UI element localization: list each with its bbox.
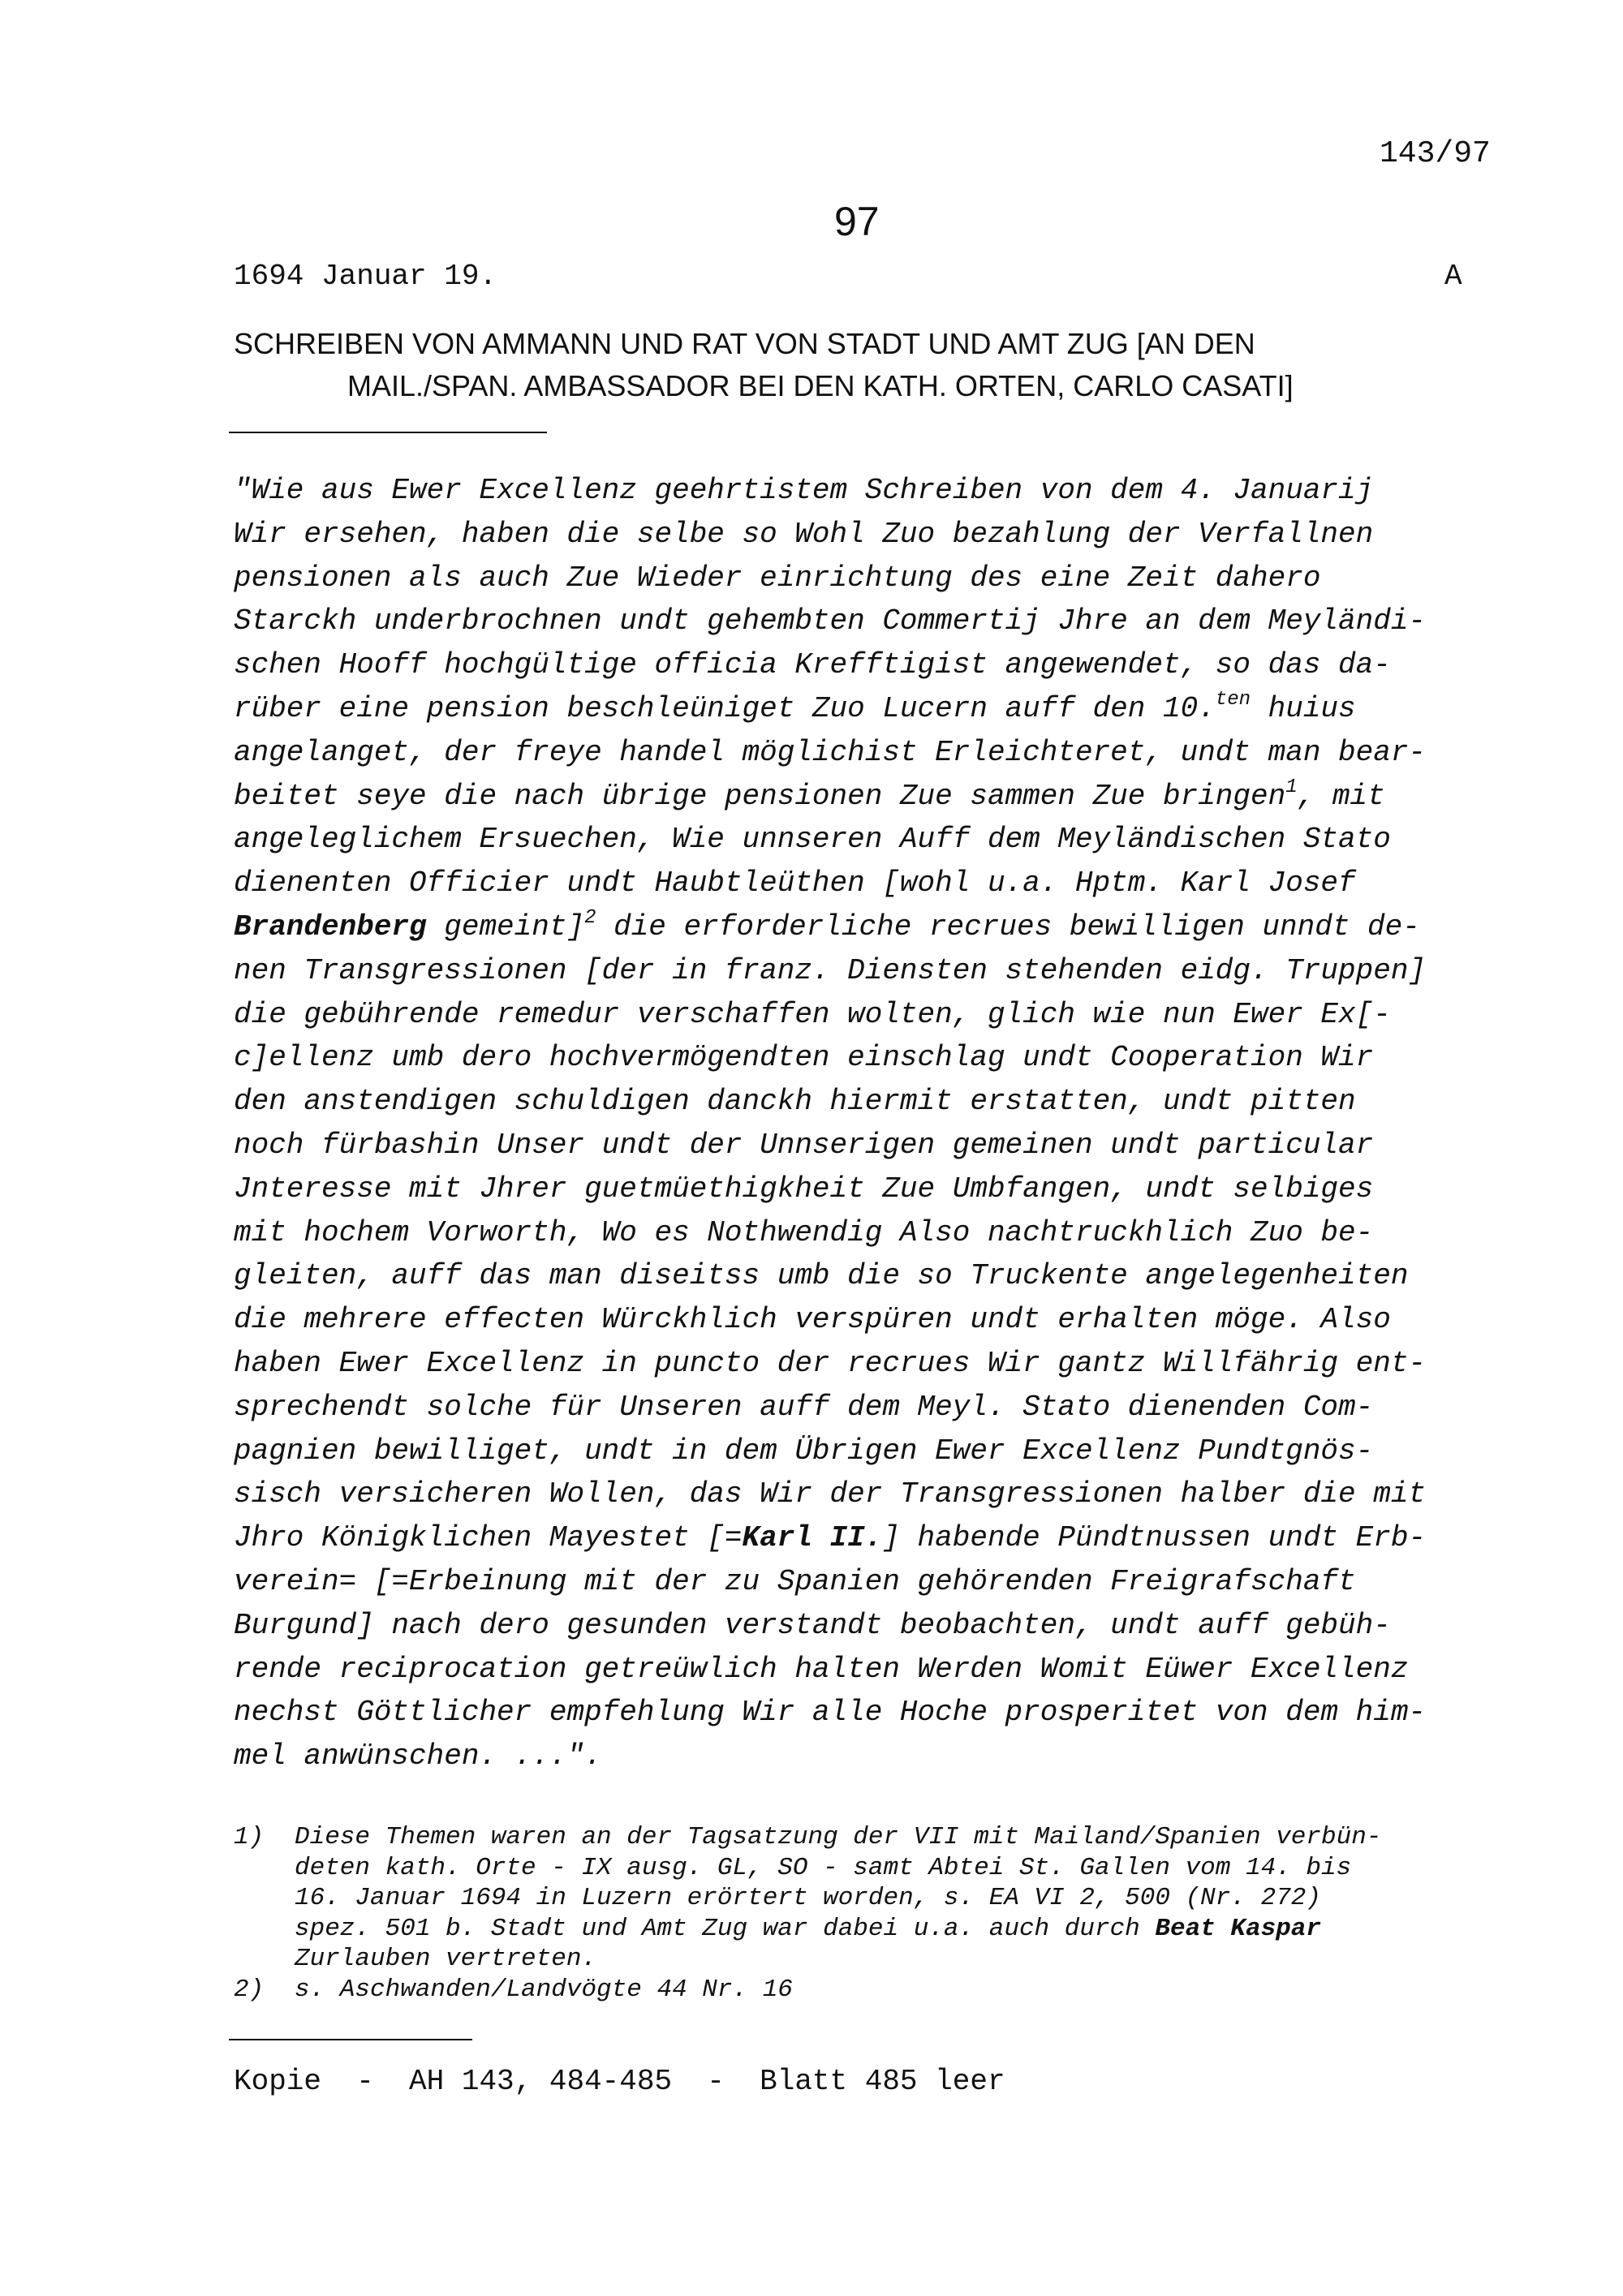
body-line: Wir ersehen, haben die selbe so Wohl Zuo bezahlung der Verfallnen <box>234 517 1374 551</box>
body-text-segment: huius <box>1251 691 1356 725</box>
body-line: schen Hooff hochgültige officia Krefftigist angewendet, so das da- <box>234 648 1391 682</box>
footnote-marker-2[interactable]: 2 <box>584 906 596 929</box>
archive-reference: 143/97 <box>1380 136 1491 171</box>
body-line: pagnien bewilliget, undt in dem Übrigen Ewer Excellenz Pundtgnös- <box>234 1434 1374 1468</box>
footnote-line <box>295 1914 1500 1945</box>
footnote-number: 2) <box>234 1975 265 2004</box>
body-line <box>234 687 1483 731</box>
footnote-marker-1[interactable]: 1 <box>1285 776 1298 798</box>
body-line: dienenten Officier undt Haubtleüthen [wohl u.a. Hptm. Karl Josef <box>234 866 1356 901</box>
body-line: rende reciprocation getreüwlich halten Werden Womit Eüwer Excellenz <box>234 1652 1409 1686</box>
footnote-line: deten kath. Orte - IX ausg. GL, SO - samt Abtei St. Gallen vom 14. bis <box>295 1853 1352 1882</box>
body-text-segment: , mit <box>1297 779 1385 813</box>
body-text-segment: die erforderliche recrues bewilligen unndt de- <box>596 909 1420 944</box>
body-line: nechst Göttlicher empfehlung Wir alle Hoche prosperitet von dem him- <box>234 1696 1427 1730</box>
document-date: 1694 Januar 19. <box>234 260 497 293</box>
footnote-1 <box>234 1822 1500 1975</box>
body-line: Starckh underbrochnen undt gehembten Commertij Jhre an dem Meyländi- <box>234 604 1427 638</box>
body-text-segment: beitet seye die nach übrige pensionen Zue sammen Zue bringen <box>234 779 1286 813</box>
body-line: Jnteresse mit Jhrer guetmüethigkheit Zue Umbfangen, undt selbiges <box>234 1172 1374 1206</box>
body-line: angeleglichem Ersuechen, Wie unnseren Auff dem Meyländischen Stato <box>234 823 1391 857</box>
body-line: angelanget, der freye handel möglichist Erleichteret, undt man bear- <box>234 735 1427 769</box>
body-line: verein= [=Erbeinung mit der zu Spanien gehörenden Freigrafschaft <box>234 1564 1356 1598</box>
title-divider <box>229 432 547 433</box>
document-number: 97 <box>834 199 880 244</box>
superscript: ten <box>1215 688 1251 711</box>
footnote-line: s. Aschwanden/Landvögte 44 Nr. 16 <box>295 1975 793 2004</box>
body-line: c]ellenz umb dero hochvermögendten einschlag undt Cooperation Wir <box>234 1041 1374 1075</box>
body-line: Burgund] nach dero gesunden verstandt beobachten, undt auff gebüh- <box>234 1608 1391 1642</box>
body-line: sisch versicheren Wollen, das Wir der Transgressionen halber die mit <box>234 1477 1427 1511</box>
body-text-segment: ] habende Pündtnussen undt Erb- <box>882 1521 1427 1555</box>
body-line: die mehrere effecten Würckhlich verspüren undt erhalten möge. Also <box>234 1303 1391 1337</box>
document-letter: A <box>1444 260 1462 293</box>
footnote-2 <box>234 1975 1500 2006</box>
footnote-line: Diese Themen waren an der Tagsatzung der VII mit Mailand/Spanien verbün- <box>295 1823 1382 1851</box>
person-name-bold: Beat Kaspar <box>1155 1914 1322 1943</box>
body-line: die gebührende remedur verschaffen wolten, glich wie nun Ewer Ex[- <box>234 997 1391 1031</box>
footnote-number: 1) <box>234 1823 265 1851</box>
title-line-2: MAIL./SPAN. AMBASSADOR BEI DEN KATH. ORTEN, CARLO CASATI] <box>347 369 1294 402</box>
body-text-segment: gemeint] <box>426 909 585 944</box>
footnote-text-segment: spez. 501 b. Stadt und Amt Zug war dabei u.a. auch durch <box>295 1914 1156 1943</box>
footnote-line: Zurlauben vertreten. <box>295 1945 597 1973</box>
body-line <box>234 775 1483 819</box>
body-line: gleiten, auff das man diseitss umb die so Truckente angelegenheiten <box>234 1259 1409 1293</box>
body-line: pensionen als auch Zue Wieder einrichtung des eine Zeit dahero <box>234 561 1321 595</box>
body-line: noch fürbashin Unser undt der Unnserigen gemeinen undt particular <box>234 1128 1374 1162</box>
body-line: mit hochem Vorworth, Wo es Nothwendig Also nachtruckhlich Zuo be- <box>234 1215 1374 1249</box>
body-line <box>234 905 1483 949</box>
body-line: mel anwünschen. ...". <box>234 1739 602 1774</box>
source-divider <box>229 2039 472 2040</box>
document-title <box>234 323 1483 407</box>
body-line: sprechendt solche für Unseren auff dem Meyl. Stato dienenden Com- <box>234 1390 1374 1424</box>
person-name-bold: Brandenberg <box>234 909 427 944</box>
footnote-line: 16. Januar 1694 in Luzern erörtert worden, s. EA VI 2, 500 (Nr. 272) <box>295 1884 1322 1912</box>
body-line: haben Ewer Excellenz in puncto der recrues Wir gantz Willfährig ent- <box>234 1346 1427 1380</box>
body-line <box>234 1516 1483 1560</box>
body-line: "Wie aus Ewer Excellenz geehrtistem Schreiben von dem 4. Januarij <box>234 474 1374 507</box>
footnotes <box>234 1822 1500 2005</box>
title-line-1: SCHREIBEN VON AMMANN UND RAT VON STADT UND AMT ZUG [AN DEN <box>234 327 1255 360</box>
letter-body <box>234 469 1483 1778</box>
body-text-segment: rüber eine pension beschleüniget Zuo Lucern auff den 10. <box>234 691 1216 725</box>
body-line: nen Transgressionen [der in franz. Diensten stehenden eidg. Truppen] <box>234 953 1427 987</box>
person-name-bold: Karl II. <box>742 1521 883 1555</box>
body-line: den anstendigen schuldigen danckh hiermit erstatten, undt pitten <box>234 1085 1356 1119</box>
body-text-segment: Jhro Königklichen Mayestet [= <box>234 1521 743 1555</box>
source-note: Kopie - AH 143, 484-485 - Blatt 485 leer <box>234 2065 1005 2098</box>
